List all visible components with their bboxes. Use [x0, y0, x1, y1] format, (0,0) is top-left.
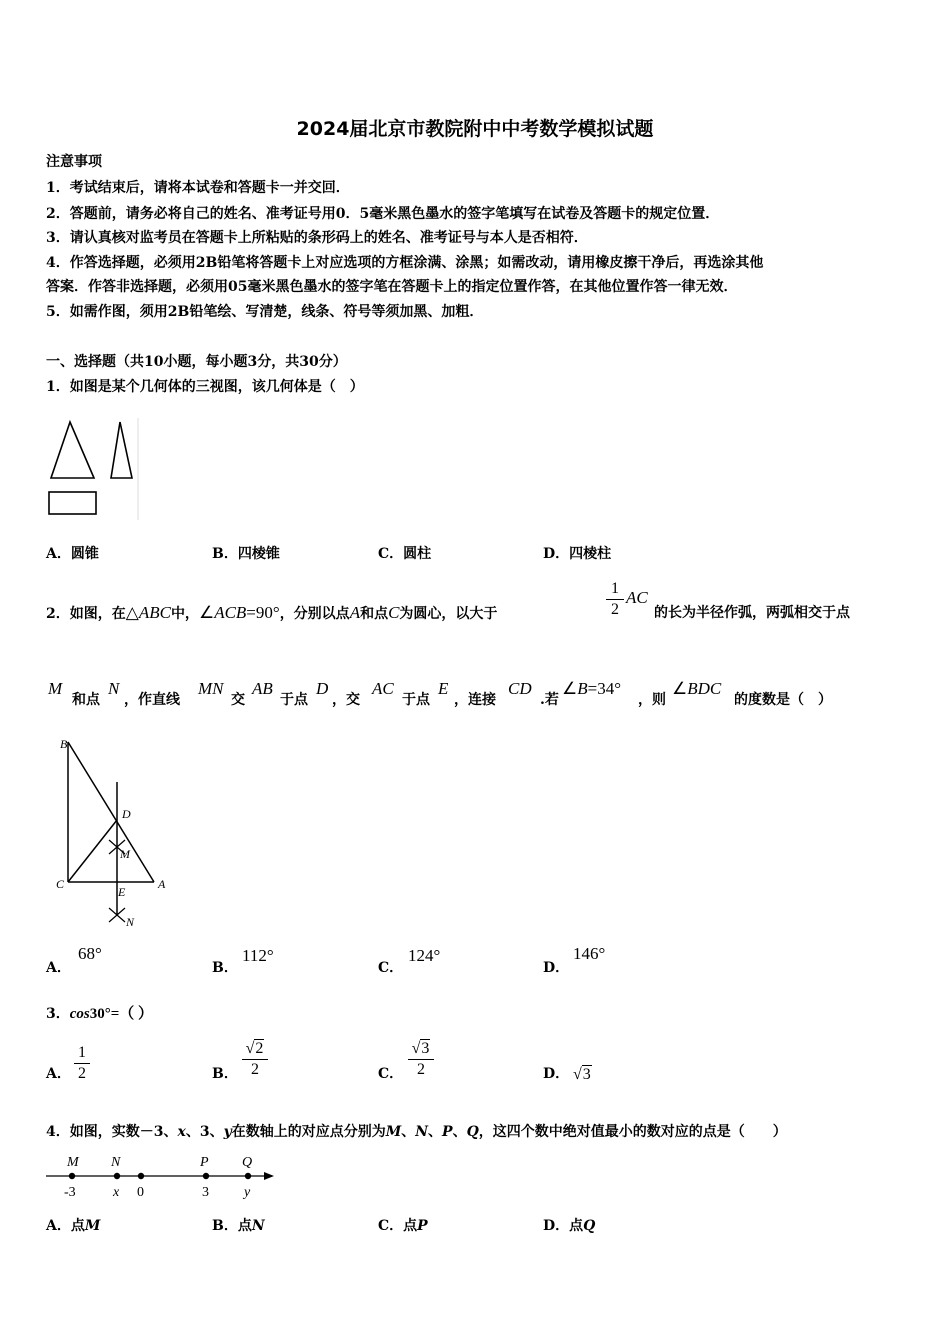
q2-option-b-value: 112°: [242, 946, 274, 965]
q2-option-d[interactable]: D．: [543, 960, 570, 976]
notice-item: 3．请认真核对监考员在答题卡上所粘贴的条形码上的姓名、准考证号与本人是否相符．: [46, 230, 588, 246]
tick-label-3: 3: [202, 1185, 209, 1200]
notice-item: 2．答题前，请务必将自己的姓名、准考证号用0．5毫米黑色墨水的签字笔填写在试卷及答题卡的规定位置．: [46, 206, 720, 222]
axis-label-m: M: [67, 1155, 79, 1170]
label-n: N: [126, 915, 135, 929]
axis-label-n: N: [111, 1155, 121, 1170]
q2-stem-line1: 2．如图，在△ABC中，∠ACB=90°，分别以点A和点C为圆心，以大于: [46, 603, 498, 622]
q4-option-c[interactable]: C．点P: [378, 1218, 428, 1234]
notice-heading: 注意事项: [46, 154, 102, 170]
q2-angle-bdc: ∠BDC: [672, 679, 722, 698]
q2-d: D: [316, 679, 329, 698]
q2-m: M: [48, 679, 63, 698]
point-q: [245, 1173, 251, 1179]
q2-text: 交: [231, 692, 245, 708]
q4-number-line: [44, 1148, 276, 1204]
axis-label-q: Q: [242, 1155, 253, 1170]
page-title: 2024届北京市教院附中中考数学模拟试题: [296, 118, 654, 140]
q3-option-d[interactable]: D．: [543, 1066, 570, 1082]
q2-angle-b: ∠B=34°: [562, 679, 622, 698]
q2-mn: MN: [198, 679, 224, 698]
q2-option-a-value: 68°: [78, 944, 102, 963]
q3-option-a[interactable]: A．: [46, 1066, 71, 1082]
q1-option-a[interactable]: A．圆锥: [46, 546, 99, 562]
point-m: [69, 1173, 75, 1179]
q3-stem: 3．cos30°=（ ）: [46, 1006, 154, 1022]
point-n: [114, 1173, 120, 1179]
q3-option-c[interactable]: C．: [378, 1066, 404, 1082]
q2-cd: CD: [508, 679, 532, 698]
q3-option-b-fraction: √2 2: [242, 1040, 268, 1079]
q2-option-d-value: 146°: [573, 944, 606, 963]
q3-option-d-value: √3: [573, 1066, 591, 1083]
q2-ac2: AC: [372, 679, 394, 698]
tick-label-minus3: -3: [64, 1185, 76, 1200]
q2-text: ，连接: [454, 692, 496, 708]
q2-text: 的度数是（ ）: [734, 692, 832, 708]
label-a: A: [158, 877, 166, 891]
q2-option-c[interactable]: C．: [378, 960, 404, 976]
tick-label-0: 0: [137, 1185, 144, 1200]
q2-text: 和点: [72, 692, 100, 708]
section-heading: 一、选择题（共10小题，每小题3分，共30分）: [46, 354, 347, 370]
q4-option-d[interactable]: D．点Q: [543, 1218, 596, 1234]
q2-option-a[interactable]: A．: [46, 960, 71, 976]
q4-option-b[interactable]: B．点N: [212, 1218, 265, 1234]
q2-n: N: [108, 679, 120, 698]
q2-text: 于点: [280, 692, 308, 708]
tick-label-y: y: [244, 1185, 251, 1200]
notice-item: 答案．作答非选择题，必须用05毫米黑色墨水的签字笔在答题卡上的指定位置作答，在其他位置作答一律无效．: [46, 279, 738, 295]
notice-item: 1．考试结束后，请将本试卷和答题卡一并交回．: [46, 180, 350, 196]
q1-option-b[interactable]: B．四棱锥: [212, 546, 280, 562]
label-d: D: [122, 807, 131, 821]
q2-text: ，则: [638, 692, 666, 708]
q4-stem: 4．如图，实数－3、x、3、y在数轴上的对应点分别为M、N、P、Q，这四个数中绝对值最小的数对应的点是（ ）: [46, 1124, 787, 1140]
q2-ac: AC: [626, 588, 648, 607]
q2-ab: AB: [252, 679, 273, 698]
tick-label-x: x: [113, 1185, 120, 1200]
q1-three-view-figure: [44, 418, 144, 522]
q1-stem: 1．如图是某个几何体的三视图，该几何体是（ ）: [46, 379, 364, 395]
label-e: E: [118, 885, 126, 899]
label-b: B: [60, 737, 68, 751]
q2-triangle-figure: [52, 732, 182, 932]
q2-option-b[interactable]: B．: [212, 960, 238, 976]
notice-item: 5．如需作图，须用2B铅笔绘、写清楚，线条、符号等须加黑、加粗．: [46, 304, 484, 320]
q3-option-a-fraction: 1 2: [74, 1044, 90, 1083]
point-p: [203, 1173, 209, 1179]
q2-fraction-half: 1 2: [606, 580, 624, 619]
q2-text: .若: [540, 692, 559, 708]
q2-option-c-value: 124°: [408, 946, 441, 965]
label-m: M: [120, 847, 130, 861]
point-zero: [138, 1173, 144, 1179]
q2-text: ，交: [332, 692, 360, 708]
q2-e: E: [438, 679, 449, 698]
q3-option-c-fraction: √3 2: [408, 1040, 434, 1079]
q1-option-c[interactable]: C．圆柱: [378, 546, 432, 562]
q2-stem-line1-tail: 的长为半径作弧，两弧相交于点: [654, 605, 850, 621]
q3-option-b[interactable]: B．: [212, 1066, 238, 1082]
q4-option-a[interactable]: A．点M: [46, 1218, 101, 1234]
q2-text: ，作直线: [124, 692, 180, 708]
notice-item: 4．作答选择题，必须用2B铅笔将答题卡上对应选项的方框涂满、涂黑；如需改动，请用橡皮擦干净后，再选涂其他: [46, 255, 764, 271]
q2-text: 于点: [402, 692, 430, 708]
label-c: C: [56, 877, 65, 891]
axis-label-p: P: [200, 1155, 209, 1170]
q1-option-d[interactable]: D．四棱柱: [543, 546, 612, 562]
